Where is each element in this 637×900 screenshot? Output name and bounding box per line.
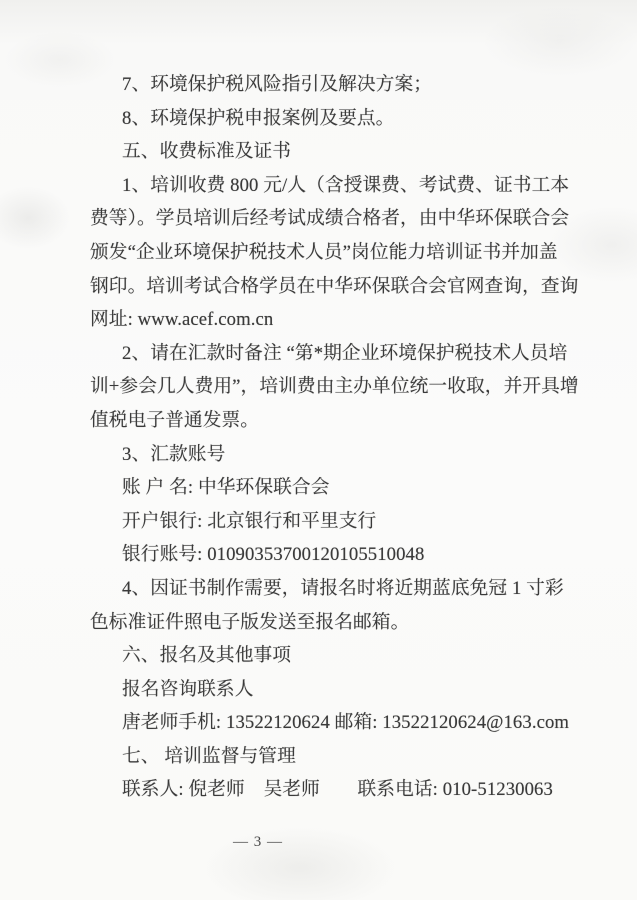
website-line: 网址: www.acef.com.cn [90, 309, 274, 331]
photo-note-line-1: 4、因证书制作需要，请报名时将近期蓝底免冠 1 寸彩 [122, 577, 564, 599]
document-text-block [90, 68, 584, 807]
photo-note-line-2: 色标准证件照电子版发送至报名邮箱。 [90, 611, 410, 633]
account-name-line: 账 户 名: 中华环保联合会 [122, 477, 330, 499]
fee-paragraph-line-2: 费等）。学员培训后经考试成绩合格者，由中华环保联合会 [90, 208, 570, 230]
page-number: — 3 — [233, 834, 283, 850]
fee-paragraph-line-1: 1、培训收费 800 元/人（含授课费、考试费、证书工本 [122, 174, 570, 196]
section-5-heading: 五、收费标准及证书 [122, 141, 292, 163]
section-6-heading: 六、报名及其他事项 [122, 645, 292, 667]
outline-item-8: 8、环境保护税申报案例及要点。 [122, 107, 395, 129]
fee-paragraph-line-3: 颁发“企业环境保护税技术人员”岗位能力培训证书并加盖 [90, 241, 558, 263]
contact-label-line: 报名咨询联系人 [122, 678, 254, 700]
registration-contact-line: 唐老师手机: 13522120624 邮箱: 13522120624@163.com [122, 712, 570, 734]
remit-account-heading: 3、汇款账号 [122, 443, 226, 465]
bank-account-number-line: 银行账号: 01090353700120105510048 [122, 544, 425, 566]
bank-branch-line: 开户银行: 北京银行和平里支行 [122, 510, 377, 532]
remit-note-line-2: 训+参会几人费用”，培训费由主办单位统一收取，并开具增 [90, 376, 579, 398]
fee-paragraph-line-4: 钢印。培训考试合格学员在中华环保联合会官网查询，查询 [90, 275, 579, 297]
remit-note-line-3: 值税电子普通发票。 [90, 409, 260, 431]
section-7-heading: 七、 培训监督与管理 [122, 745, 296, 767]
supervision-contact-line: 联系人: 倪老师 吴老师 联系电话: 010-51230063 [122, 779, 553, 801]
remit-note-line-1: 2、请在汇款时备注 “第*期企业环境保护税技术人员培 [122, 342, 568, 364]
outline-item-7: 7、环境保护税风险指引及解决方案； [122, 74, 433, 95]
